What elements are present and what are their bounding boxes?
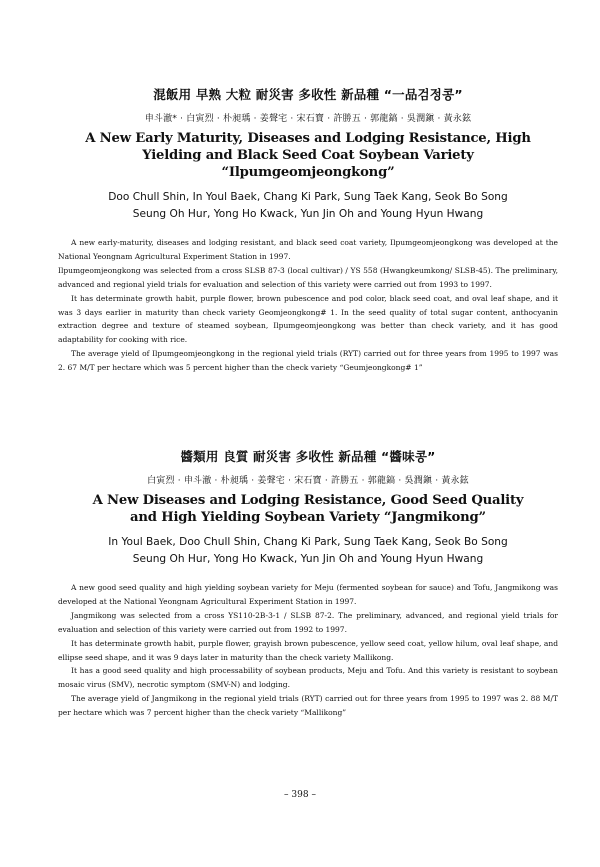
article-ilpumgeomjeongkong: [58, 85, 558, 375]
english-title: [58, 130, 558, 181]
english-authors: [58, 189, 558, 223]
abstract-paragraph: It has determinate growth habit, purple flower, brown pubescence and pod color, black seed coat, and oval leaf shape, and it was 3 days earlier in maturity than check variety Geomjeongkong# 1. In the seed quality of total sugar content, anthocyanin extraction degree and texture of steamed soybean, Ilpumgeomjeongkong was better than check variety, and it has good adaptability for cooking with rice.: [58, 293, 558, 345]
abstract: [58, 581, 558, 720]
abstract-paragraph: A new early-maturity, diseases and lodging resistant, and black seed coat variety, Ilpumgeomjeongkong was developed at the National Yeongnam Agricultural Experiment Station in 1997.: [58, 238, 558, 261]
korean-title: 醬類用 良質 耐災害 多收性 新品種 “醬味콩”: [180, 449, 436, 464]
english-title-line-2: Yielding and Black Seed Coat Soybean Variety “Ilpumgeomjeongkong”: [142, 148, 474, 180]
korean-authors: 白寅烈 · 申斗澈 · 朴昶瑀 · 姜聲宅 · 宋石寶 · 許勝五 · 郭龍鎬 · 吳潤鎭 · 黃永鉉: [147, 476, 469, 486]
page-number: – 398 –: [284, 790, 316, 800]
english-title-line-1: A New Early Maturity, Diseases and Lodging Resistance, High: [85, 131, 531, 146]
english-authors-line-2: Seung Oh Hur, Yong Ho Kwack, Yun Jin Oh and Young Hyun Hwang: [132, 208, 484, 220]
article-jangmikong: [58, 447, 558, 720]
korean-title: 混飯用 早熟 大粒 耐災害 多收性 新品種 “一品검정콩”: [153, 87, 463, 102]
english-title: [58, 492, 558, 526]
abstract-paragraph: It has a good seed quality and high processability of soybean products, Meju and Tofu. And this variety is resistant to soybean mosaic virus (SMV), necrotic symptom (SMV-N) and lodging.: [58, 666, 558, 690]
abstract-paragraph: Jangmikong was selected from a cross YS110-2B-3-1 / SLSB 87-2. The preliminary, advanced, and regional yield trials for evaluation and selection of this variety were carried out from 1992 to 1997.: [58, 610, 558, 634]
english-authors-line-1: Doo Chull Shin, In Youl Baek, Chang Ki Park, Sung Taek Kang, Seok Bo Song: [108, 191, 508, 203]
english-title-line-1: A New Diseases and Lodging Resistance, Good Seed Quality: [92, 493, 524, 508]
english-title-line-2: and High Yielding Soybean Variety “Jangmikong”: [130, 510, 486, 525]
english-authors-line-1: In Youl Baek, Doo Chull Shin, Chang Ki Park, Sung Taek Kang, Seok Bo Song: [108, 536, 508, 548]
english-authors-line-2: Seung Oh Hur, Yong Ho Kwack, Yun Jin Oh and Young Hyun Hwang: [132, 553, 484, 565]
abstract-paragraph: The average yield of Ilpumgeomjeongkong in the regional yield trials (RYT) carried out for three years from 1995 to 1997 was 2. 67 M/T per hectare which was 5 percent higher than the check variety “Geumjeongkong# 1”: [58, 349, 558, 373]
abstract-paragraph: The average yield of Jangmikong in the regional yield trials (RYT) carried out for three years from 1995 to 1997 was 2. 88 M/T per hectare which was 7 percent higher than the check variety “Mallikong”: [58, 694, 558, 718]
abstract-paragraph: A new good seed quality and high yielding soybean variety for Meju (fermented soybean for sauce) and Tofu, Jangmikong was developed at the National Yeongnam Agricultural Experiment Station in 1997.: [58, 583, 558, 606]
english-authors: [58, 534, 558, 568]
abstract-paragraph: It has determinate growth habit, purple flower, grayish brown pubescence, yellow seed coat, yellow hilum, oval leaf shape, and ellipse seed shape, and it was 9 days later in maturity than the check variety Mallikong.: [58, 638, 558, 662]
korean-authors: 申斗澈* · 白寅烈 · 朴昶瑀 · 姜聲宅 · 宋石寶 · 許勝五 · 郭龍鎬 · 吳潤鎭 · 黃永鉉: [144, 114, 472, 124]
abstract: [58, 236, 558, 375]
abstract-paragraph: Ilpumgeomjeongkong was selected from a cross SLSB 87-3 (local cultivar) / YS 558 (Hwangkeumkong/ SLSB-45). The preliminary, advanced and regional yield trials for evaluation and selection of this variety were carried out from 1993 to 1997.: [58, 265, 558, 289]
